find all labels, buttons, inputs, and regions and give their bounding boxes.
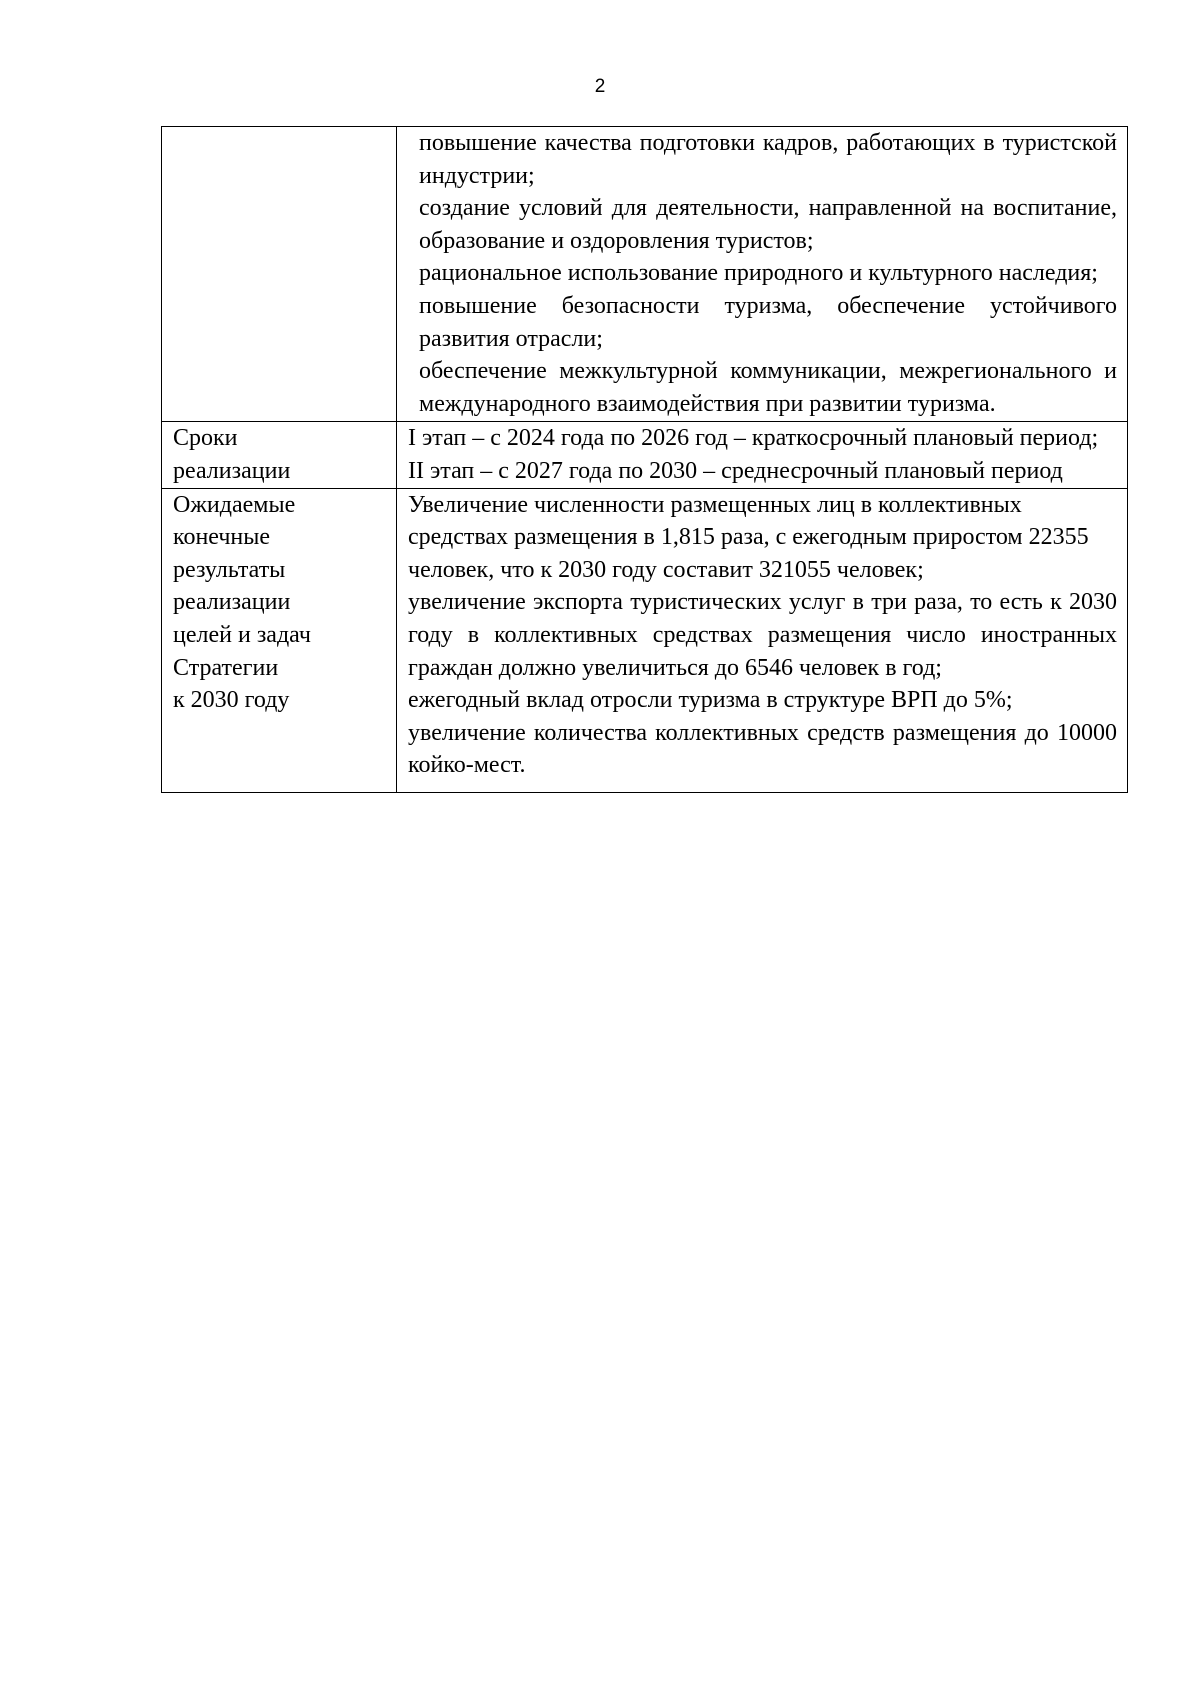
row-label-line: к 2030 году bbox=[173, 687, 290, 714]
results-cell bbox=[397, 488, 1128, 792]
task-paragraph: повышение качества подготовки кадров, работающих в туристской индустрии; bbox=[419, 130, 1117, 189]
stage-paragraph: I этап – с 2024 года по 2026 год – краткосрочный плановый период; bbox=[408, 425, 1099, 452]
row-label-line: конечные bbox=[173, 524, 271, 551]
result-paragraph: увеличение количества коллективных средств размещения до 10000 койко-мест. bbox=[408, 719, 1117, 779]
row-label-line: реализации bbox=[173, 589, 291, 616]
row-label-line: результаты bbox=[173, 556, 286, 583]
terms-cell bbox=[397, 422, 1128, 488]
row-label-line: Стратегии bbox=[173, 654, 279, 681]
task-paragraph: повышение безопасности туризма, обеспечение устойчивого развития отрасли; bbox=[419, 292, 1117, 352]
row-label-line: Ожидаемые bbox=[173, 491, 296, 518]
row-label-line: реализации bbox=[173, 457, 291, 484]
result-paragraph: ежегодный вклад отросли туризма в структуре ВРП до 5%; bbox=[408, 687, 1013, 714]
task-paragraph: обеспечение межкультурной коммуникации, межрегионального и международного взаимодействия при развитии туризма. bbox=[419, 358, 1117, 417]
result-paragraph: увеличение экспорта туристических услуг в три раза, то есть к 2030 году в коллективных средствах размещения число иностранных граждан должно увеличиться до 6546 человек в год; bbox=[408, 589, 1117, 681]
page-number: 2 bbox=[594, 76, 606, 97]
table-row-terms bbox=[162, 422, 1128, 488]
label-cell-terms bbox=[162, 422, 397, 488]
table-row-expected-results bbox=[162, 488, 1128, 792]
result-paragraph: Увеличение численности размещенных лиц в коллективных средствах размещения в 1,815 раза, с ежегодным приростом 22355 человек, что к 2030 году составит 321055 человек; bbox=[408, 491, 1089, 583]
tasks-cell bbox=[397, 127, 1128, 422]
task-paragraph: создание условий для деятельности, направленной на воспитание, образование и оздоровления туристов; bbox=[419, 195, 1117, 254]
task-paragraph: рациональное использование природного и культурного наследия; bbox=[419, 260, 1098, 287]
table-row-tasks-continued bbox=[162, 127, 1128, 422]
label-cell-empty bbox=[162, 127, 397, 422]
row-label-line: целей и задач bbox=[173, 621, 311, 648]
label-cell-results bbox=[162, 488, 397, 792]
row-label-line: Сроки bbox=[173, 425, 238, 452]
strategy-passport-table bbox=[161, 126, 1128, 793]
stage-paragraph: II этап – с 2027 года по 2030 – среднесрочный плановый период bbox=[408, 457, 1063, 484]
